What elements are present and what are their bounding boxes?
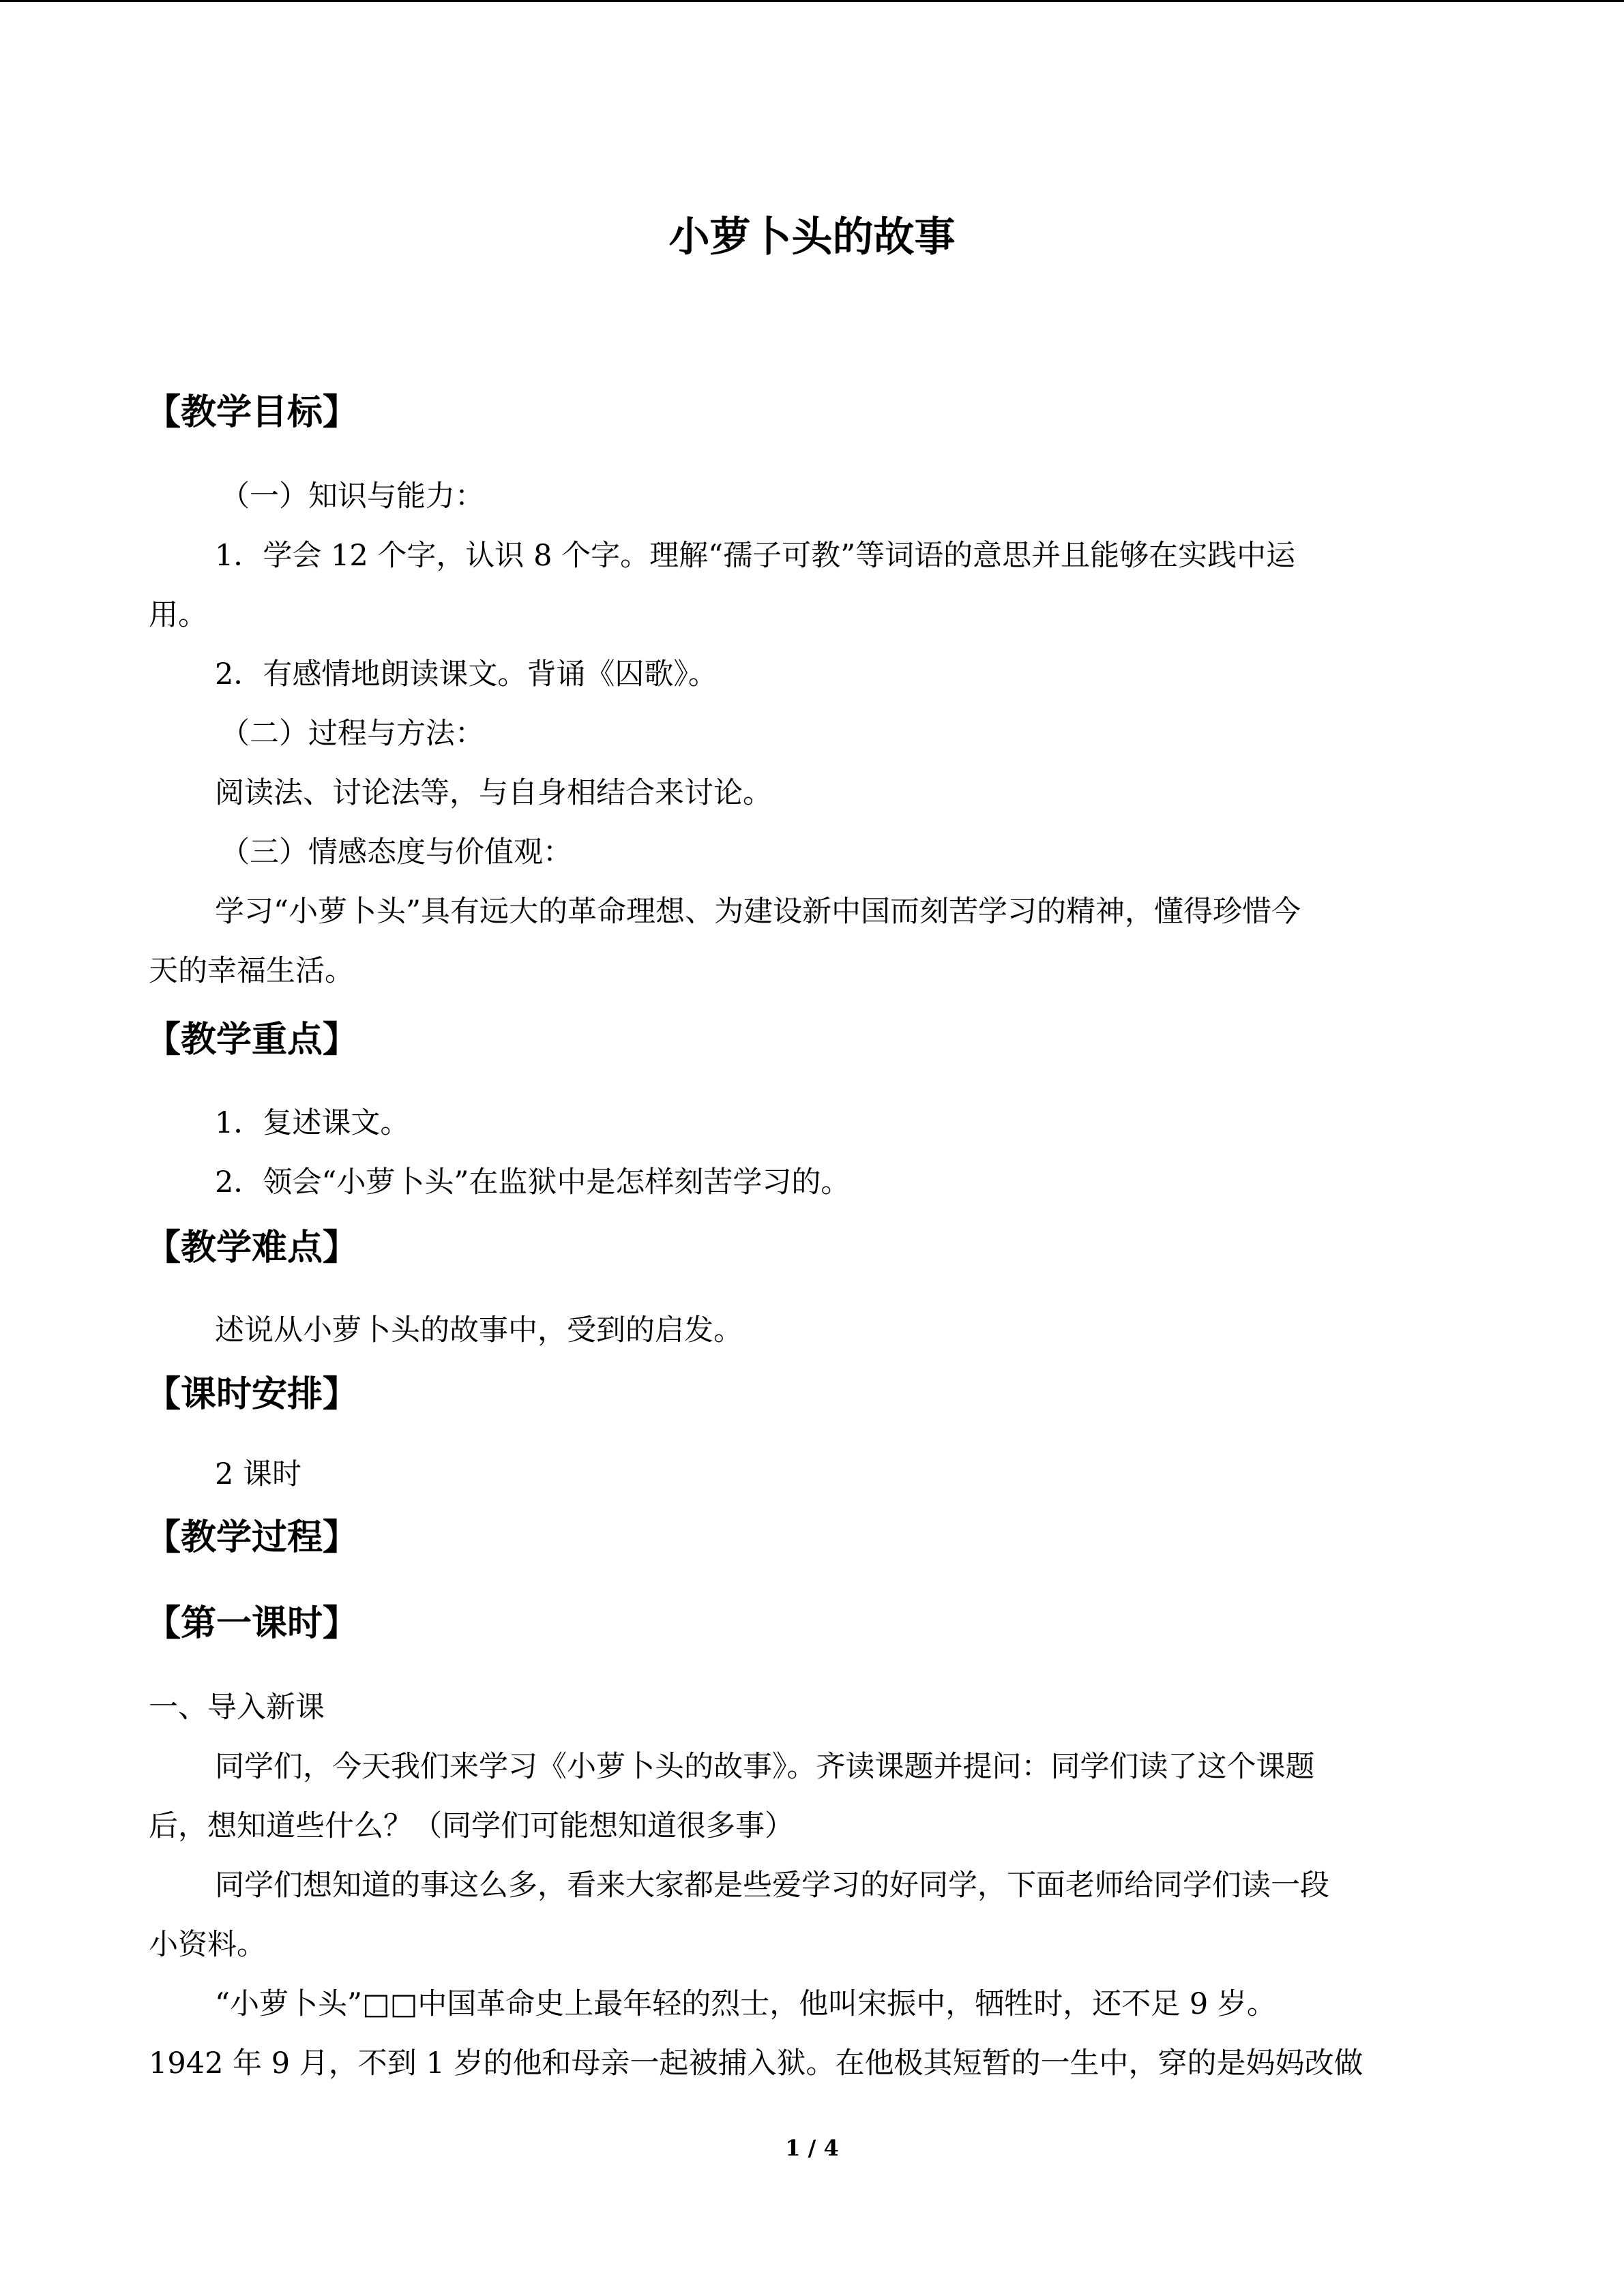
- objectives-line-2: 1．学会 12 个字，认识 8 个字。理解“孺子可教”等词语的意思并且能够在实践中运: [215, 539, 1296, 573]
- lesson1-line-3: 后，想知道些什么？（同学们可能想知道很多事）: [149, 1809, 794, 1843]
- document-title: 小萝卜头的故事: [668, 213, 956, 261]
- lesson1-line-6: “小萝卜头”□□中国革命史上最年轻的烈士，他叫宋振中，牺牲时，还不足 9 岁。: [215, 1987, 1276, 2021]
- lesson1-line-4: 同学们想知道的事这么多，看来大家都是些爱学习的好同学，下面老师给同学们读一段: [215, 1868, 1329, 1903]
- objectives-line-1: （一）知识与能力：: [220, 479, 484, 513]
- objectives-line-3: 用。: [149, 598, 207, 632]
- difficulties-line-1: 述说从小萝卜头的故事中，受到的启发。: [215, 1313, 743, 1347]
- key-points-line-1: 1．复述课文。: [215, 1106, 410, 1140]
- objectives-line-7: （三）情感态度与价值观：: [220, 835, 572, 869]
- objectives-line-6: 阅读法、讨论法等，与自身相结合来讨论。: [215, 776, 772, 810]
- objectives-line-5: （二）过程与方法：: [220, 717, 484, 751]
- heading-objectives: 【教学目标】: [145, 392, 359, 433]
- heading-schedule: 【课时安排】: [145, 1374, 359, 1415]
- schedule-line-1: 2 课时: [215, 1457, 302, 1491]
- key-points-line-2: 2．领会“小萝卜头”在监狱中是怎样刻苦学习的。: [215, 1165, 851, 1199]
- heading-key-points: 【教学重点】: [145, 1019, 359, 1060]
- objectives-line-8: 学习“小萝卜头”具有远大的革命理想、为建设新中国而刻苦学习的精神，懂得珍惜今: [215, 895, 1301, 929]
- lesson1-line-1: 一、导入新课: [149, 1690, 325, 1725]
- lesson1-line-2: 同学们，今天我们来学习《小萝卜头的故事》。齐读课题并提问：同学们读了这个课题: [215, 1750, 1315, 1784]
- top-border: [0, 0, 1624, 2]
- heading-difficulties: 【教学难点】: [145, 1227, 359, 1268]
- heading-lesson1: 【第一课时】: [145, 1603, 359, 1644]
- lesson1-line-7: 1942 年 9 月，不到 1 岁的他和母亲一起被捕入狱。在他极其短暂的一生中，穿的是妈妈改做: [149, 2046, 1363, 2081]
- heading-process: 【教学过程】: [145, 1517, 359, 1558]
- objectives-line-4: 2．有感情地朗读课文。背诵《囚歌》。: [215, 657, 718, 691]
- objectives-line-9: 天的幸福生活。: [149, 954, 354, 988]
- lesson1-line-5: 小资料。: [149, 1928, 266, 1962]
- page-number: 1 / 4: [785, 2135, 839, 2161]
